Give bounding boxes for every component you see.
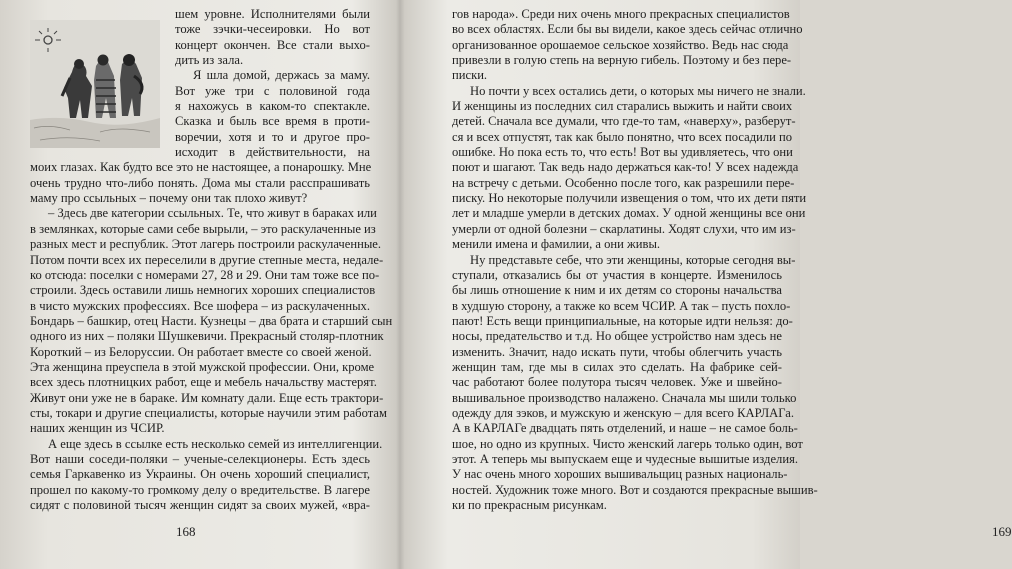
- text-line: ошибке. Но пока есть то, что есть! Вот вы удивляетесь, что они: [452, 145, 793, 160]
- text-line: – Здесь две категории ссыльных. Те, что живут в бараках или: [48, 206, 377, 221]
- text-line: тоже зэчки-чесеировки. Но вот: [175, 22, 370, 37]
- text-line: Живут они уже не в бараке. Им комнату дали. Еще есть трактори-: [30, 390, 384, 405]
- text-line: ки по прекрасным рисункам.: [452, 498, 607, 512]
- text-line: концерт окончен. Все стали выхо-: [175, 37, 370, 52]
- text-line: дить из зала.: [175, 53, 244, 68]
- text-line: Бондарь – башкир, отец Насти. Кузнецы – два брата и старший сын: [30, 313, 393, 328]
- text-line: в чисто мужских профессиях. Все шофера – из раскулаченных.: [30, 298, 370, 313]
- text-line: ностей. Художник тоже много. Вот и создаются прекрасные вышив-: [452, 482, 818, 497]
- text-line: детей. Сначала все думали, что где-то там, «наверху», разберут-: [452, 114, 796, 129]
- text-line: У нас очень много хороших вышивальщиц разных националь-: [452, 467, 788, 482]
- text-line: строили. Здесь оставили лишь немногих хороших специалистов: [30, 283, 376, 298]
- text-line: Короткий – из Белоруссии. Он работает вместе со своей женой.: [30, 344, 372, 359]
- text-line: умерли от одной болезни – скарлатины. Ходят слухи, что им из-: [452, 221, 796, 236]
- text-line: в землянках, которые сами себе вырыли, – это раскулаченные из: [30, 221, 376, 236]
- text-line: во всех областях. Если бы вы видели, какое здесь сейчас отлично: [452, 22, 803, 37]
- text-line: А еще здесь в ссылке есть несколько семей из интеллигенции.: [48, 436, 383, 451]
- text-line: в худшую сторону, а также ко всем ЧСИР. А так – пусть похло-: [452, 298, 791, 313]
- text-line: пают! Есть вещи принципиальные, на которые идти нельзя: до-: [452, 313, 793, 328]
- text-line: бы лишь отношение к ним и их детям со стороны начальства: [452, 283, 782, 298]
- text-line: исходит в действительности, на: [175, 145, 370, 160]
- text-line: разных мест и республик. Этот лагерь построили раскулаченные.: [30, 237, 382, 252]
- text-line: шем уровне. Исполнителями были: [175, 7, 370, 21]
- text-line: изменить. Значит, надо искать пути, чтобы облегчить участь: [452, 344, 782, 359]
- text-line: воречии, хотя и то и другое про-: [175, 129, 370, 144]
- page-number-right: 169: [992, 524, 1012, 539]
- text-line: Вот уже три с половиной года: [175, 83, 370, 98]
- text-line: этот. А теперь мы выпускаем еще и чудесные вышитые изделия.: [452, 451, 799, 466]
- text-line: очень трудно что-либо понять. Дома мы стали расспрашивать: [30, 175, 370, 190]
- text-line: ся и всех отпустят, так как было понятно, что всех посадили по: [452, 129, 793, 144]
- text-line: женщин там, где мы в силах это сделать. На фабрике сей-: [452, 359, 782, 374]
- text-line: сидят с половиной тысяч женщин сидят за своих мужей, «вра-: [30, 498, 370, 512]
- text-line: ко отсюда: поселки с номерами 27, 28 и 29. Они там тоже все по-: [30, 267, 380, 282]
- text-line: семья Гаркавенко из Украины. Он очень хороший специалист,: [30, 467, 370, 482]
- text-line: ступали, отказались бы от участия в концерте. Изменилось: [452, 267, 782, 282]
- right-page-text: [452, 7, 818, 513]
- text-line: всех здесь плотницких работ, еще и мебель начальству мастерят.: [30, 375, 377, 390]
- text-line: Эта женщина преуспела в этой мужской профессии. Они, кроме: [30, 359, 375, 374]
- text-line: лет и младше умерли в детских домах. У одной женщины все они: [452, 206, 806, 221]
- text-line: Но почти у всех остались дети, о которых мы ничего не знали.: [470, 83, 806, 98]
- text-line: писку. Но некоторые получили извещения о том, что их дети пяти: [452, 191, 807, 206]
- text-line: гов народа». Среди них очень много прекрасных специалистов: [452, 7, 790, 21]
- right-page: [400, 0, 1012, 569]
- text-line: моих глазах. Как будто все это не настоящее, а понарошку. Мне: [30, 160, 372, 175]
- page-number-left: 168: [176, 524, 196, 539]
- text-line: шое, но одно из крупных. Чисто женский лагерь только один, вот: [452, 436, 803, 451]
- left-page-text: [30, 7, 393, 513]
- left-page: [0, 0, 400, 569]
- text-line: маму про ссыльных – почему они так плохо живут?: [30, 191, 308, 206]
- text-line: Вот наши соседи-поляки – ученые-селекционеры. Есть здесь: [30, 451, 370, 466]
- text-line: организованное орошаемое сельское хозяйство. Ведь нас сюда: [452, 37, 789, 52]
- text-line: носы, предательство и т.д. Но общее устройство нам здесь не: [452, 329, 782, 344]
- text-line: привезли в голую степь на верную гибель. Поэтому и без пере-: [452, 53, 792, 68]
- text-line: поют и шагают. Так ведь надо держаться как-то! У всех надежда: [452, 160, 799, 175]
- text-line: Сказка и быль все время в проти-: [175, 114, 370, 129]
- text-line: И женщины из последних сил старались выжить и найти своих: [452, 99, 793, 114]
- text-line: Потом почти всех их переселили в другие степные места, недале-: [30, 252, 384, 267]
- text-line: сты, токари и другие специалисты, которые научили этим работам: [30, 405, 387, 420]
- text-line: на встречу с детьми. Особенно после того, как разрешили пере-: [452, 175, 795, 190]
- text-line: А в КАРЛАГе двадцать пять отделений, и наше – не самое боль-: [452, 421, 798, 436]
- text-line: час работают более полутора тысяч человек. Уже и швейно-: [452, 375, 782, 390]
- text-line: менили имена и фамилии, а они живы.: [452, 237, 661, 252]
- text-line: прошел по какому-то громкому делу о вредительстве. В лагере: [30, 482, 370, 497]
- text-line: я нахожусь в каком-то спектакле.: [175, 99, 370, 114]
- text-line: одного из них – поляки Шушкевичи. Прекрасный столяр-плотник: [30, 329, 384, 344]
- text-line: наших женщин из ЧСИР.: [30, 421, 165, 436]
- text-line: одежду для зэков, и мужскую и женскую – для всего КАРЛАГа.: [452, 405, 794, 420]
- text-line: Ну представьте себе, что эти женщины, которые сегодня вы-: [470, 252, 796, 267]
- text-line: писки.: [452, 68, 488, 83]
- text-line: Я шла домой, держась за маму.: [193, 68, 370, 83]
- text-line: вышивальное производство налажено. Сначала мы шили только: [452, 390, 797, 405]
